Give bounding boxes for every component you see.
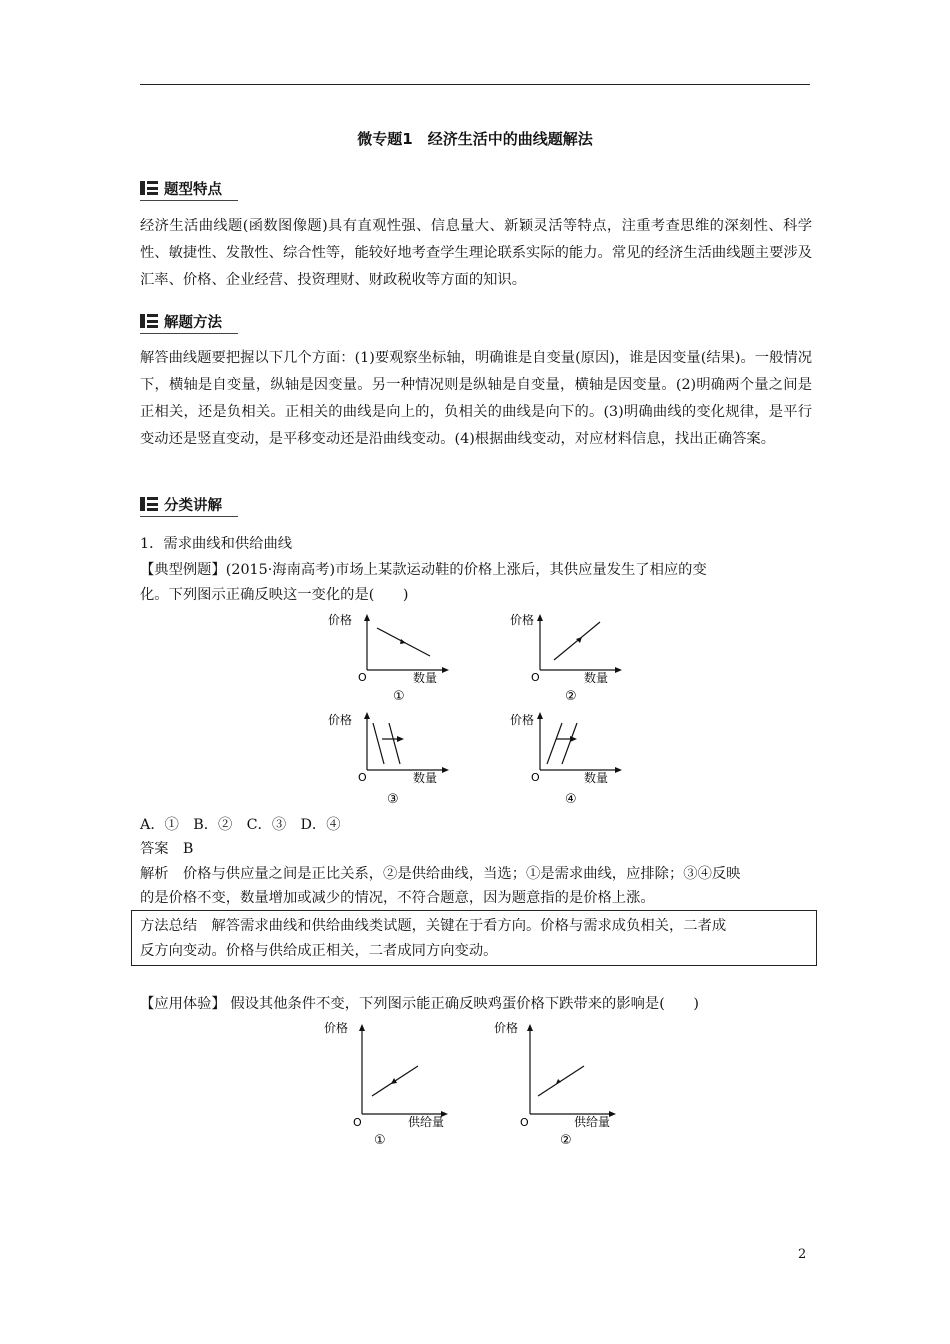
section-underline bbox=[140, 200, 238, 201]
features-paragraph: 经济生活曲线题(函数图像题)具有直观性强、信息量大、新颖灵活等特点，注重考查思维的深刻性、科学性、敏捷性、发散性、综合性等，能较好地考查学生理论联系实际的能力。常见的经济生活曲线题主要涉及汇率、价格、企业经营、投资理财、财政税收等方面的知识。 bbox=[140, 218, 812, 288]
origin-label: O bbox=[358, 771, 367, 784]
section-heading-text: 解题方法 bbox=[164, 314, 222, 331]
graph-number: ① bbox=[393, 689, 405, 704]
section-heading-method bbox=[140, 311, 222, 331]
section-underline bbox=[140, 333, 238, 334]
page-title: 微专题1 经济生活中的曲线题解法 bbox=[357, 130, 593, 148]
summary-line-2: 反方向变动。价格与供给成正相关，二者成同方向变动。 bbox=[140, 943, 498, 959]
method-summary-text bbox=[140, 914, 812, 964]
axis-label-price: 价格 bbox=[324, 1021, 349, 1035]
section-heading-categories bbox=[140, 494, 222, 514]
axis-label-quantity: 数量 bbox=[413, 671, 438, 685]
section-icon bbox=[140, 497, 158, 511]
example-line-2: 化。下列图示正确反映这一变化的是( ) bbox=[140, 587, 409, 603]
section-heading-text: 题型特点 bbox=[164, 181, 222, 198]
example-line-1 bbox=[140, 560, 812, 580]
axis-label-supply: 供给量 bbox=[408, 1115, 445, 1129]
axis-label-price: 价格 bbox=[328, 713, 353, 727]
origin-label: O bbox=[520, 1116, 529, 1129]
section-icon bbox=[140, 181, 158, 195]
section-icon bbox=[140, 314, 158, 328]
subheading-demand-supply: 1．需求曲线和供给曲线 bbox=[140, 536, 293, 552]
example-label: 【典型例题】 bbox=[140, 562, 226, 578]
origin-label: O bbox=[531, 771, 540, 784]
origin-label: O bbox=[358, 671, 367, 684]
axis-label-quantity: 数量 bbox=[413, 771, 438, 785]
method-paragraph: 解答曲线题要把握以下几个方面：(1)要观察坐标轴，明确谁是自变量(原因)，谁是因变量(结果)。一般情况下，横轴是自变量，纵轴是因变量。另一种情况则是纵轴是自变量，横轴是因变量。(2)明确两个量之间是正相关，还是负相关。正相关的曲线是向上的，负相关的曲线是向下的。(3)明确曲线的变化规律，是平行变动还是竖直变动，是平移变动还是沿曲线变动。(4)根据曲线变动，对应材料信息，找出正确答案。 bbox=[140, 350, 812, 447]
analysis-line-2: 的是价格不变，数量增加或减少的情况，不符合题意，因为题意指的是价格上涨。 bbox=[140, 890, 655, 906]
practice-graph-2 bbox=[494, 1020, 616, 1148]
practice-text: 假设其他条件不变，下列图示能正确反映鸡蛋价格下跌带来的影响是( ) bbox=[230, 996, 699, 1012]
section-underline bbox=[140, 516, 238, 517]
axis-label-price: 价格 bbox=[510, 713, 535, 727]
section-heading-features bbox=[140, 178, 222, 198]
axis-label-supply: 供给量 bbox=[574, 1115, 611, 1129]
header-rule bbox=[140, 84, 810, 85]
graph-number: ③ bbox=[387, 792, 399, 807]
graph-1 bbox=[328, 612, 449, 704]
axis-label-price: 价格 bbox=[494, 1021, 519, 1035]
practice-graph-1 bbox=[324, 1020, 448, 1148]
answer-options: A．① B．② C．③ D．④ bbox=[140, 817, 341, 833]
graph-2 bbox=[510, 612, 622, 704]
section-heading-text: 分类讲解 bbox=[164, 497, 222, 514]
axis-label-quantity: 数量 bbox=[584, 771, 609, 785]
graph-number: ② bbox=[560, 1133, 572, 1148]
origin-label: O bbox=[353, 1116, 362, 1129]
axis-label-price: 价格 bbox=[328, 613, 353, 627]
graph-number: ④ bbox=[565, 792, 577, 807]
example-graphs bbox=[320, 608, 660, 808]
example-text-1: (2015·海南高考)市场上某款运动鞋的价格上涨后，其供应量发生了相应的变 bbox=[225, 562, 707, 578]
axis-label-quantity: 数量 bbox=[584, 671, 609, 685]
axis-label-price: 价格 bbox=[510, 613, 535, 627]
answer: 答案 B bbox=[140, 841, 194, 857]
graph-number: ② bbox=[565, 689, 577, 704]
graph-4 bbox=[510, 712, 622, 807]
graph-3 bbox=[328, 712, 449, 807]
practice-label: 【应用体验】 bbox=[140, 996, 226, 1012]
practice-line bbox=[140, 994, 812, 1014]
practice-graphs bbox=[320, 1016, 630, 1151]
origin-label: O bbox=[531, 671, 540, 684]
analysis-line-1: 解析 价格与供应量之间是正比关系，②是供给曲线，当选；①是需求曲线，应排除；③④反映 bbox=[140, 866, 741, 882]
graph-number: ① bbox=[374, 1133, 386, 1148]
page-number: 2 bbox=[798, 1247, 807, 1262]
summary-line-1: 方法总结 解答需求曲线和供给曲线类试题，关键在于看方向。价格与需求成负相关，二者成 bbox=[140, 918, 727, 934]
